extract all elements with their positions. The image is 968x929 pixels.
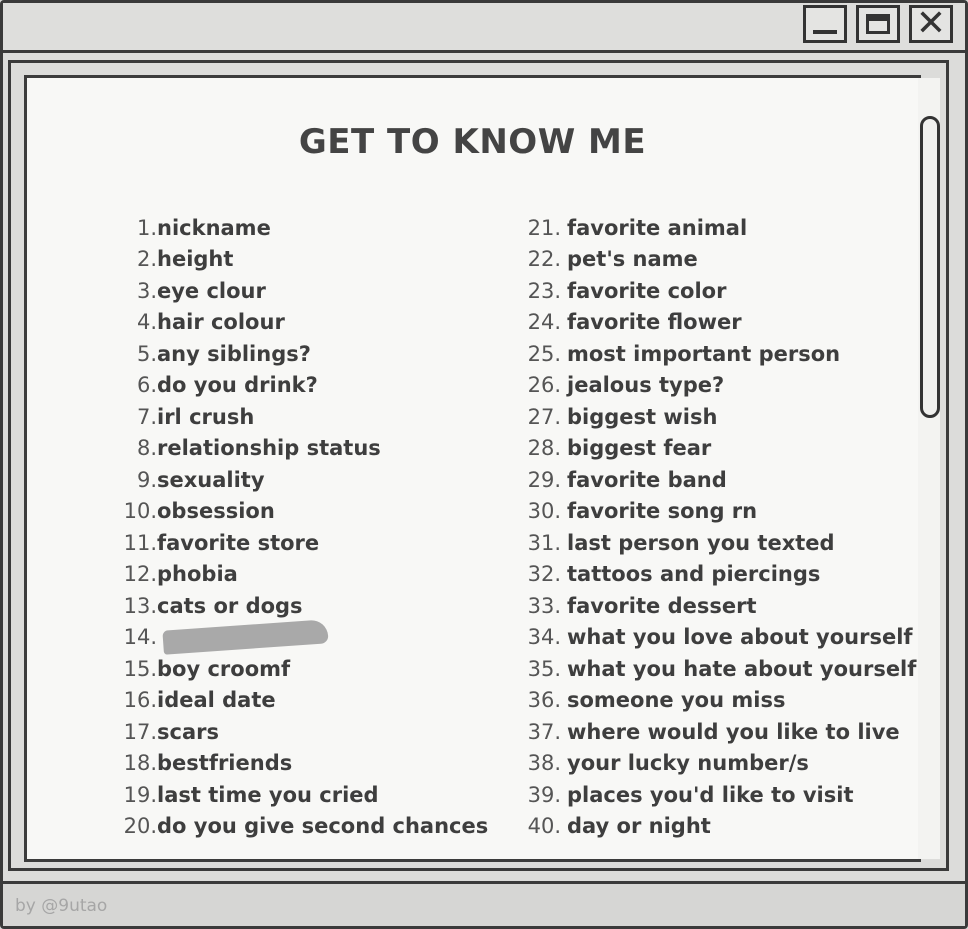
- question-text: scars: [157, 719, 219, 744]
- question-text: last person you texted: [567, 530, 835, 555]
- question-item: [105, 527, 488, 559]
- redaction-scribble: [162, 620, 328, 655]
- question-text: last time you cried: [157, 782, 379, 807]
- question-list-left: [105, 212, 488, 842]
- question-text: favorite flower: [567, 310, 742, 335]
- credit-text: by @9utao: [15, 896, 108, 916]
- question-item: [505, 244, 916, 276]
- question-text: favorite animal: [567, 215, 748, 240]
- question-number: 16.: [123, 688, 157, 713]
- question-item: [505, 622, 916, 654]
- question-number: 14.: [123, 625, 157, 650]
- vertical-scrollbar[interactable]: [918, 78, 940, 859]
- question-number: 33.: [527, 593, 561, 618]
- question-item: [505, 685, 916, 717]
- question-number: 37.: [527, 719, 561, 744]
- question-item: [105, 401, 488, 433]
- question-text: favorite dessert: [567, 593, 757, 618]
- question-number: 24.: [527, 310, 561, 335]
- question-number: 26.: [527, 373, 561, 398]
- question-text: jealous type?: [567, 373, 725, 398]
- question-text: do you give second chances: [157, 814, 489, 839]
- question-item: [105, 244, 488, 276]
- question-text: relationship status: [157, 436, 381, 461]
- minimize-button[interactable]: [803, 5, 847, 43]
- question-number: 18.: [123, 751, 157, 776]
- question-item: [505, 559, 916, 591]
- question-item: [505, 811, 916, 843]
- question-number: 15.: [123, 656, 157, 681]
- question-number: 9.: [136, 467, 157, 492]
- question-item: [105, 811, 488, 843]
- question-number: 39.: [527, 782, 561, 807]
- question-text: where would you like to live: [567, 719, 900, 744]
- question-text: biggest wish: [567, 404, 718, 429]
- question-text: most important person: [567, 341, 841, 366]
- question-item: [505, 496, 916, 528]
- question-number: 2.: [136, 247, 157, 272]
- question-text: irl crush: [157, 404, 255, 429]
- question-item: [105, 307, 488, 339]
- question-number: 5.: [136, 341, 157, 366]
- question-item: [505, 370, 916, 402]
- question-number: 32.: [527, 562, 561, 587]
- question-list-right: [505, 212, 916, 842]
- scroll-thumb[interactable]: [920, 116, 940, 418]
- question-item: [505, 527, 916, 559]
- question-text: height: [157, 247, 234, 272]
- content-panel: [24, 75, 921, 862]
- question-number: 10.: [123, 499, 157, 524]
- question-item: [105, 496, 488, 528]
- question-number: 4.: [136, 310, 157, 335]
- question-text: eye clour: [157, 278, 266, 303]
- question-item: [505, 779, 916, 811]
- question-item: [105, 433, 488, 465]
- question-number: 29.: [527, 467, 561, 492]
- question-number: 38.: [527, 751, 561, 776]
- question-number: 23.: [527, 278, 561, 303]
- question-item: [505, 212, 916, 244]
- question-number: 1.: [136, 215, 157, 240]
- question-item: [105, 338, 488, 370]
- close-icon: ✕: [915, 3, 947, 44]
- question-text: nickname: [157, 215, 271, 240]
- question-text: boy croomf: [157, 656, 291, 681]
- question-number: 13.: [123, 593, 157, 618]
- question-text: cats or dogs: [157, 593, 303, 618]
- maximize-button[interactable]: [856, 5, 900, 43]
- question-number: 17.: [123, 719, 157, 744]
- question-text: favorite color: [567, 278, 727, 303]
- question-item: [505, 464, 916, 496]
- question-item: [105, 779, 488, 811]
- question-item: [105, 748, 488, 780]
- question-text: any siblings?: [157, 341, 311, 366]
- question-number: 31.: [527, 530, 561, 555]
- question-number: 34.: [527, 625, 561, 650]
- question-item: [505, 307, 916, 339]
- question-number: 20.: [123, 814, 157, 839]
- question-text: your lucky number/s: [567, 751, 809, 776]
- question-item: [105, 370, 488, 402]
- question-number: 6.: [136, 373, 157, 398]
- question-text: biggest fear: [567, 436, 712, 461]
- question-text: ideal date: [157, 688, 276, 713]
- question-number: 25.: [527, 341, 561, 366]
- question-item: [505, 338, 916, 370]
- question-text: what you love about yourself: [567, 625, 913, 650]
- question-text: hair colour: [157, 310, 285, 335]
- question-item: [505, 401, 916, 433]
- question-text: places you'd like to visit: [567, 782, 854, 807]
- title-bar: [3, 3, 965, 53]
- question-number: 7.: [136, 404, 157, 429]
- question-item: [105, 212, 488, 244]
- question-text: someone you miss: [567, 688, 786, 713]
- question-number: 28.: [527, 436, 561, 461]
- question-item: [505, 653, 916, 685]
- question-text: sexuality: [157, 467, 265, 492]
- question-item: [105, 559, 488, 591]
- question-text: favorite band: [567, 467, 727, 492]
- question-text: obsession: [157, 499, 275, 524]
- question-number: 8.: [136, 436, 157, 461]
- question-item: [105, 653, 488, 685]
- question-number: 22.: [527, 247, 561, 272]
- question-item: [105, 275, 488, 307]
- question-number: 21.: [527, 215, 561, 240]
- question-item: [505, 433, 916, 465]
- question-number: 19.: [123, 782, 157, 807]
- page-title: GET TO KNOW ME: [298, 122, 647, 162]
- question-item: [105, 464, 488, 496]
- question-text: phobia: [157, 562, 238, 587]
- question-item: [505, 748, 916, 780]
- question-text: do you drink?: [157, 373, 318, 398]
- question-number: 30.: [527, 499, 561, 524]
- question-text: tattoos and piercings: [567, 562, 821, 587]
- question-text: what you hate about yourself: [567, 656, 917, 681]
- question-number: 3.: [136, 278, 157, 303]
- question-item: [105, 685, 488, 717]
- close-button[interactable]: [909, 5, 953, 43]
- question-item: [505, 716, 916, 748]
- question-item: [105, 716, 488, 748]
- question-number: 11.: [123, 530, 157, 555]
- content-frame: [8, 60, 949, 871]
- question-item: [105, 590, 488, 622]
- question-number: 27.: [527, 404, 561, 429]
- question-item: [505, 275, 916, 307]
- question-text: day or night: [567, 814, 711, 839]
- question-text: pet's name: [567, 247, 698, 272]
- question-text: favorite song rn: [567, 499, 758, 524]
- question-text: favorite store: [157, 530, 320, 555]
- question-text: bestfriends: [157, 751, 293, 776]
- question-number: 12.: [123, 562, 157, 587]
- question-number: 35.: [527, 656, 561, 681]
- question-number: 36.: [527, 688, 561, 713]
- status-bar: [3, 881, 965, 926]
- question-item: [505, 590, 916, 622]
- question-number: 40.: [527, 814, 561, 839]
- question-item: [105, 622, 488, 654]
